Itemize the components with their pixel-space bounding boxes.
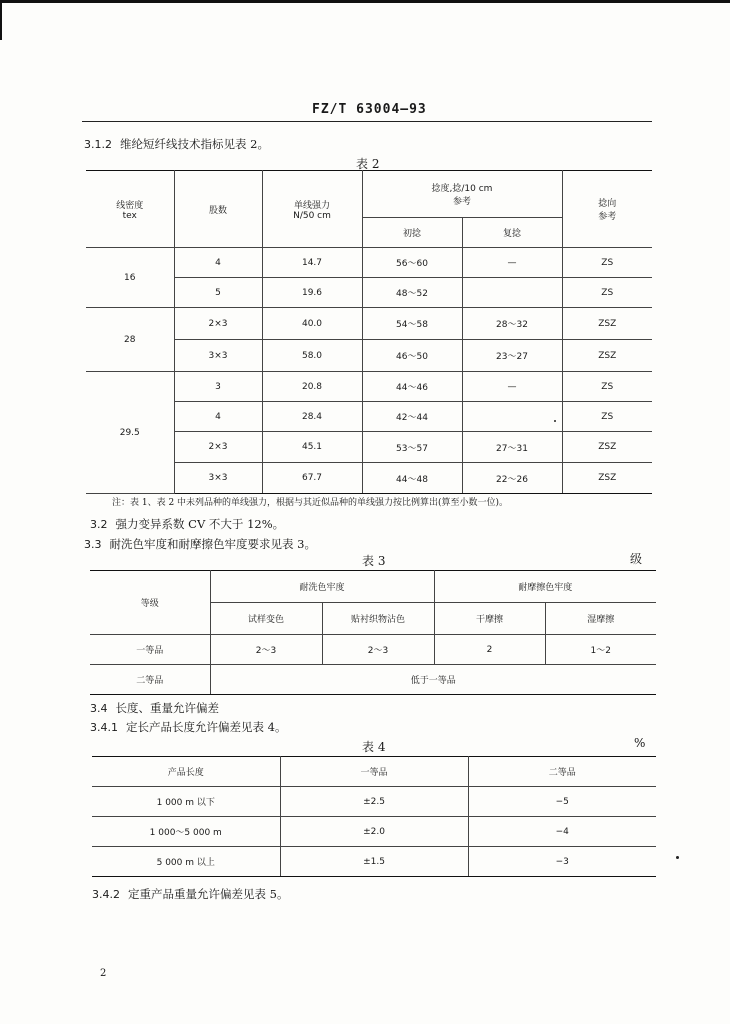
section-number: 3.2 [90, 518, 108, 531]
page-number: 2 [100, 968, 107, 979]
cell-first-grade: ±1.5 [280, 847, 468, 877]
section-text: 定长产品长度允许偏差见表 4。 [126, 720, 287, 734]
cell-first-twist: 44～46 [362, 372, 462, 402]
header-first-twist: 初捻 [362, 218, 462, 248]
section-3-2 [90, 516, 284, 532]
cell-double-twist: — [462, 372, 562, 402]
cell-first-twist: 56～60 [362, 248, 462, 278]
header-second-grade: 二等品 [468, 757, 656, 787]
section-text: 长度、重量允许偏差 [115, 701, 219, 715]
cell-direction: ZSZ [562, 308, 652, 340]
cell-double-twist: 27～31 [462, 432, 562, 463]
cell-direction: ZS [562, 248, 652, 278]
cell-plies: 3×3 [174, 463, 262, 494]
header-rule [82, 121, 652, 122]
cell-first-twist: 42～44 [362, 402, 462, 432]
header-density: 线密度 tex [86, 171, 174, 248]
table-4-caption: 表 4 [362, 740, 386, 754]
cell-grade: 一等品 [90, 635, 210, 665]
cell-merged: 低于一等品 [210, 665, 656, 695]
cell-strength: 14.7 [262, 248, 362, 278]
section-number: 3.4.1 [90, 721, 118, 734]
header-direction: 捻向 参考 [562, 171, 652, 248]
cell-length: 1 000 m 以下 [92, 787, 280, 817]
cell-direction: ZSZ [562, 340, 652, 372]
scan-speck [676, 856, 679, 859]
section-text: 强力变异系数 CV 不大于 12%。 [115, 517, 285, 531]
cell-double-twist [462, 402, 562, 432]
table-4-unit: % [634, 736, 646, 750]
cell-strength: 67.7 [262, 463, 362, 494]
header-sample-change: 试样变色 [210, 603, 322, 635]
cell-plies: 2×3 [174, 432, 262, 463]
table-2-note: 注：表 1、表 2 中未列品种的单线强力，根据与其近似品种的单线强力按比例算出(算至小数一位)。 [112, 498, 509, 508]
cell-double-twist: 28～32 [462, 308, 562, 340]
cell-plies: 2×3 [174, 308, 262, 340]
cell-first-twist: 48～52 [362, 278, 462, 308]
section-3-4 [90, 700, 219, 716]
section-3-3 [84, 536, 316, 552]
cell-plies: 5 [174, 278, 262, 308]
cell-strength: 45.1 [262, 432, 362, 463]
cell-double-twist: 22～26 [462, 463, 562, 494]
section-3-1-2 [84, 136, 269, 152]
cell-first-twist: 46～50 [362, 340, 462, 372]
cell-plies: 3 [174, 372, 262, 402]
scan-speck [554, 420, 556, 422]
cell-direction: ZS [562, 278, 652, 308]
header-wash-fastness: 耐洗色牢度 [210, 571, 434, 603]
standard-code: FZ/T 63004—93 [312, 102, 427, 117]
table-row [92, 847, 656, 877]
cell-dry-rub: 2 [434, 635, 545, 665]
table-row [90, 635, 656, 665]
table-3-caption: 表 3 [362, 554, 386, 568]
header-first-grade: 一等品 [280, 757, 468, 787]
section-number: 3.4 [90, 702, 108, 715]
cell-first-twist: 54～58 [362, 308, 462, 340]
table-row [92, 817, 656, 847]
table-row [86, 308, 652, 340]
cell-plies: 3×3 [174, 340, 262, 372]
header-rub-fastness: 耐摩擦色牢度 [434, 571, 656, 603]
section-number: 3.3 [84, 538, 102, 551]
cell-direction: ZS [562, 372, 652, 402]
header-product-length: 产品长度 [92, 757, 280, 787]
header-wet-rub: 湿摩擦 [545, 603, 656, 635]
section-text: 维纶短纤线技术指标见表 2。 [120, 137, 269, 151]
table-3 [90, 570, 656, 695]
cell-direction: ZSZ [562, 463, 652, 494]
cell-strength: 19.6 [262, 278, 362, 308]
table-4 [92, 756, 656, 877]
header-dry-rub: 干摩擦 [434, 603, 545, 635]
header-plies: 股数 [174, 171, 262, 248]
table-row [92, 787, 656, 817]
table-2-caption: 表 2 [356, 157, 380, 171]
table-3-unit: 级 [630, 552, 643, 566]
table-2 [86, 170, 652, 494]
cell-direction: ZSZ [562, 432, 652, 463]
section-3-4-2 [92, 886, 288, 902]
cell-plies: 4 [174, 248, 262, 278]
cell-strength: 28.4 [262, 402, 362, 432]
cell-first-grade: ±2.5 [280, 787, 468, 817]
table-row [86, 372, 652, 402]
cell-strength: 40.0 [262, 308, 362, 340]
cell-length: 5 000 m 以上 [92, 847, 280, 877]
section-number: 3.1.2 [84, 138, 112, 151]
header-twist: 捻度,捻/10 cm 参考 [362, 171, 562, 218]
cell-grade: 二等品 [90, 665, 210, 695]
cell-first-twist: 44～48 [362, 463, 462, 494]
cell-double-twist: — [462, 248, 562, 278]
table-row [86, 248, 652, 278]
cell-second-grade: −4 [468, 817, 656, 847]
section-3-4-1 [90, 719, 286, 735]
cell-strength: 58.0 [262, 340, 362, 372]
cell-plies: 4 [174, 402, 262, 432]
table-row [90, 665, 656, 695]
section-text: 耐洗色牢度和耐摩擦色牢度要求见表 3。 [109, 537, 316, 551]
cell-double-twist: 23～27 [462, 340, 562, 372]
section-number: 3.4.2 [92, 888, 120, 901]
cell-strength: 20.8 [262, 372, 362, 402]
scan-edge-left [0, 0, 2, 40]
cell-density: 28 [86, 308, 174, 372]
cell-length: 1 000～5 000 m [92, 817, 280, 847]
cell-double-twist [462, 278, 562, 308]
cell-second-grade: −3 [468, 847, 656, 877]
cell-lining-stain: 2～3 [322, 635, 434, 665]
cell-direction: ZS [562, 402, 652, 432]
header-strength: 单线强力 N/50 cm [262, 171, 362, 248]
cell-first-grade: ±2.0 [280, 817, 468, 847]
cell-sample-change: 2～3 [210, 635, 322, 665]
cell-density: 16 [86, 248, 174, 308]
cell-wet-rub: 1～2 [545, 635, 656, 665]
cell-first-twist: 53～57 [362, 432, 462, 463]
cell-density: 29.5 [86, 372, 174, 494]
header-grade: 等级 [90, 571, 210, 635]
header-lining-stain: 贴衬织物沾色 [322, 603, 434, 635]
header-double-twist: 复捻 [462, 218, 562, 248]
cell-second-grade: −5 [468, 787, 656, 817]
section-text: 定重产品重量允许偏差见表 5。 [128, 887, 289, 901]
scan-edge-top [0, 0, 730, 3]
